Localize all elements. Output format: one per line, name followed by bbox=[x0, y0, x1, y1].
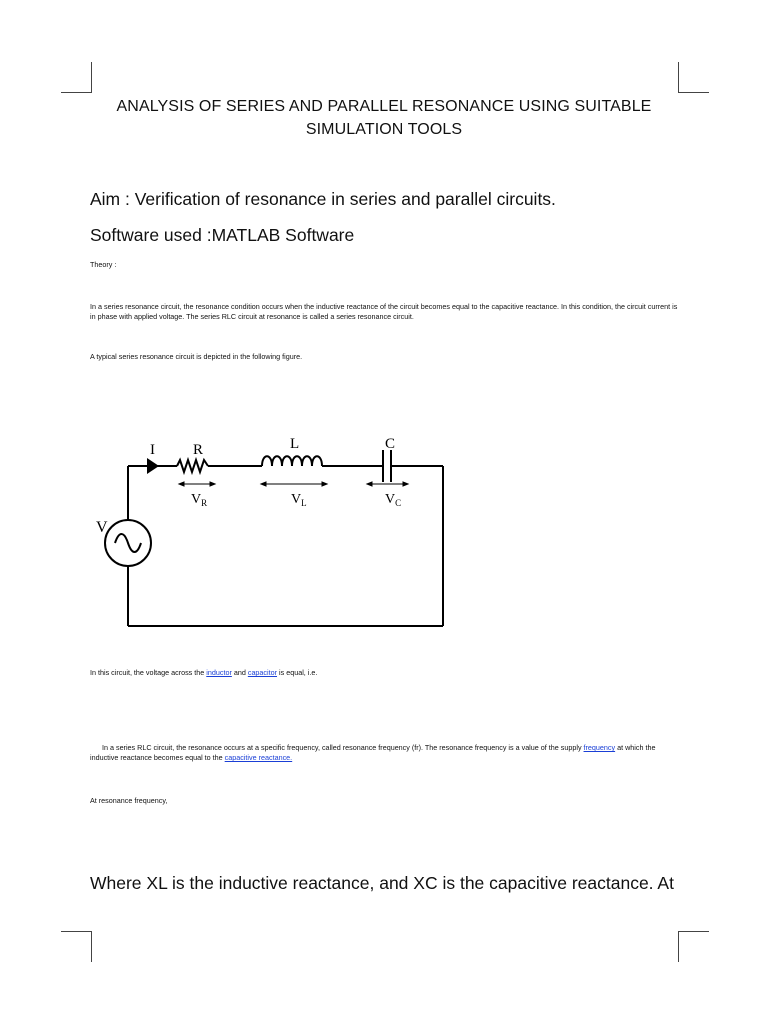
resistor-label: R bbox=[193, 442, 204, 458]
series-rlc-circuit-diagram bbox=[95, 428, 455, 633]
aim-text: Aim : Verification of resonance in series and parallel circuits. bbox=[90, 189, 556, 209]
at-resonance-text: At resonance frequency, bbox=[90, 796, 168, 805]
reactance-explanation-text: Where XL is the inductive reactance, and XC is the capacitive reactance. At bbox=[90, 873, 674, 893]
crop-mark-top-left bbox=[61, 62, 92, 93]
vr-label-sub: R bbox=[201, 498, 208, 508]
vc-label-main: V bbox=[385, 492, 396, 507]
software-text: Software used :MATLAB Software bbox=[90, 225, 355, 245]
source-label: V bbox=[96, 519, 108, 536]
crop-mark-top-right bbox=[678, 62, 709, 93]
title-line-2: SIMULATION TOOLS bbox=[305, 121, 463, 138]
title-line-1: ANALYSIS OF SERIES AND PARALLEL RESONANCE USING SUITABLE bbox=[116, 98, 652, 115]
vc-label-sub: C bbox=[395, 498, 402, 508]
para4-text-pre: In a series RLC circuit, the resonance occurs at a specific frequency, called resonance frequency (fr). The resonance frequency is a value of the supply bbox=[90, 743, 584, 752]
theory-paragraph: In a series resonance circuit, the resonance condition occurs when the inductive reactance of the circuit becomes equal to the capacitive reactance. In this condition, the circuit current is in phase with applied voltage. The series RLC circuit at resonance is called a series resonance circuit. bbox=[90, 302, 678, 321]
vl-label bbox=[291, 492, 307, 508]
capacitor-label: C bbox=[385, 436, 396, 452]
figure-intro: A typical series resonance circuit is depicted in the following figure. bbox=[90, 352, 303, 361]
current-label: I bbox=[150, 442, 155, 458]
vc-label bbox=[385, 492, 401, 508]
document-title bbox=[90, 95, 678, 141]
theory-label: Theory : bbox=[90, 260, 117, 269]
vl-arrow-left-icon bbox=[261, 482, 266, 486]
vc-arrow-right-icon bbox=[403, 482, 408, 486]
inductor-label: L bbox=[290, 436, 300, 452]
resistor-symbol bbox=[177, 460, 208, 472]
frequency-link[interactable]: frequency bbox=[583, 743, 616, 752]
capacitor-link[interactable]: capacitor bbox=[247, 668, 278, 677]
para4-text-mid: at which the inductive reactance becomes equal to the bbox=[90, 743, 658, 762]
inductor-symbol bbox=[262, 456, 322, 466]
vc-arrow-left-icon bbox=[367, 482, 372, 486]
vl-label-sub: L bbox=[301, 498, 307, 508]
resonance-frequency-paragraph bbox=[90, 743, 680, 763]
voltage-equal-paragraph bbox=[90, 668, 680, 678]
para3-text-pre: In this circuit, the voltage across the bbox=[90, 668, 207, 677]
para3-text-mid: and bbox=[231, 668, 248, 677]
capacitive-reactance-link[interactable]: capacitive reactance. bbox=[224, 753, 293, 762]
vr-label-main: V bbox=[191, 492, 202, 507]
crop-mark-bottom-left bbox=[61, 931, 92, 962]
crop-mark-bottom-right bbox=[678, 931, 709, 962]
vl-label-main: V bbox=[291, 492, 302, 507]
para3-text-post: is equal, i.e. bbox=[277, 668, 318, 677]
inductor-link[interactable]: inductor bbox=[206, 668, 232, 677]
vr-arrow-right-icon bbox=[210, 482, 215, 486]
current-arrow-icon bbox=[147, 458, 159, 474]
vr-label bbox=[191, 492, 207, 508]
vr-arrow-left-icon bbox=[179, 482, 184, 486]
sine-wave-icon bbox=[115, 534, 141, 552]
vl-arrow-right-icon bbox=[322, 482, 327, 486]
